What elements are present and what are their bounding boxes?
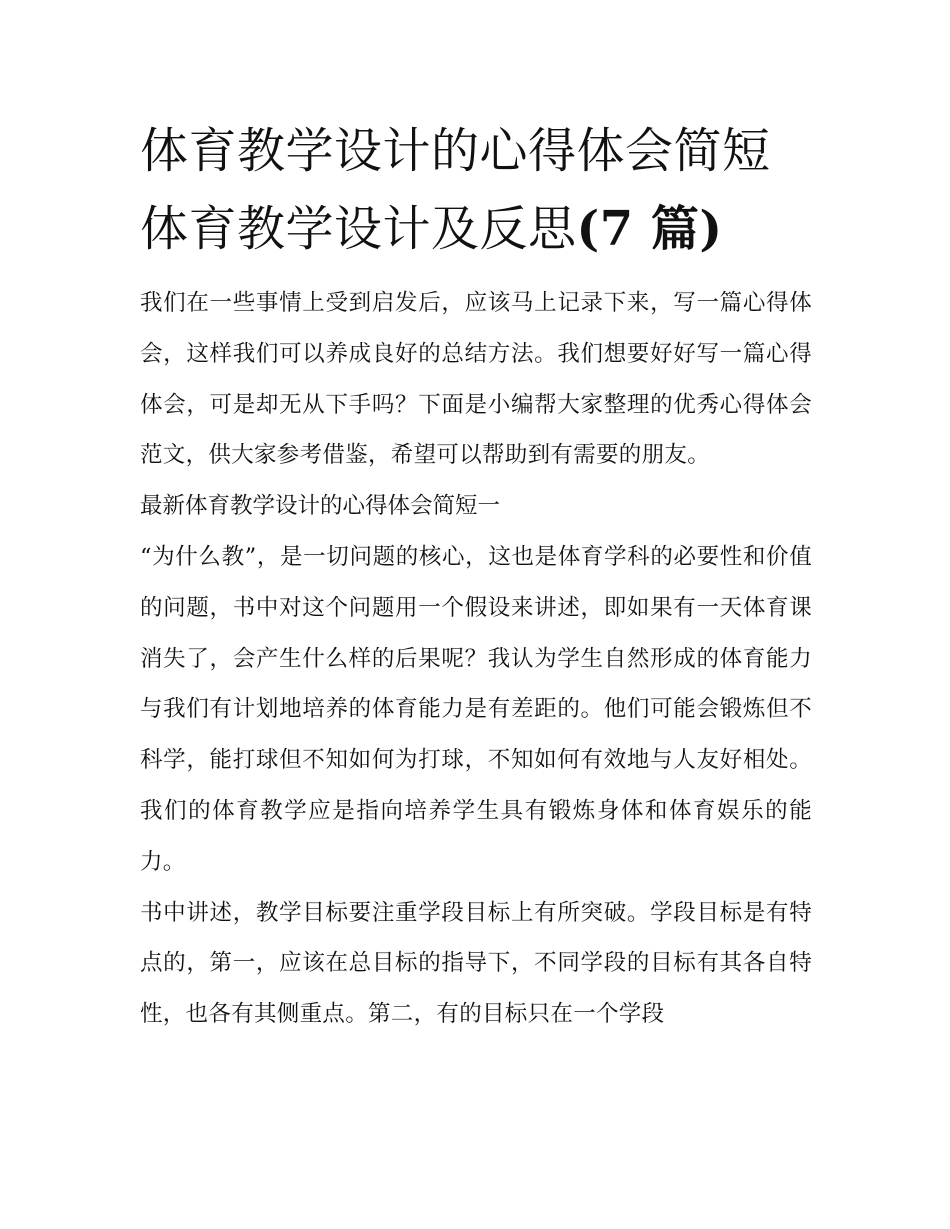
title-line-2 — [140, 190, 812, 268]
section-heading: 最新体育教学设计的心得体会简短一 — [140, 493, 501, 520]
document-page — [140, 112, 812, 1040]
body-paragraph-2: 书中讲述，教学目标要注重学段目标上有所突破。学段目标是有特点的，第一，应该在总目标的指导下，不同学段的目标有其各自特性，也各有其侧重点。第二，有的目标只在一个学段 — [140, 899, 812, 1028]
title-line-1: 体育教学设计的心得体会简短 — [140, 123, 771, 179]
title-line-2-suffix: (7 篇) — [576, 201, 723, 257]
title-line-2-text: 体育教学设计及反思 — [140, 201, 577, 257]
intro-paragraph: 我们在一些事情上受到启发后，应该马上记录下来，写一篇心得体会，这样我们可以养成良好的总结方法。我们想要好好写一篇心得体会，可是却无从下手吗？下面是小编帮大家整理的优秀心得体会范文，供大家参考借鉴，希望可以帮助到有需要的朋友。 — [140, 290, 812, 469]
body-paragraph-1: “为什么教”，是一切问题的核心，这也是体育学科的必要性和价值的问题，书中对这个问题用一个假设来讲述，即如果有一天体育课消失了，会产生什么样的后果呢？我认为学生自然形成的体育能力与我们有计划地培养的体育能力是有差距的。他们可能会锻炼但不科学，能打球但不知如何为打球，不知如何有效地与人友好相处。我们的体育教学应是指向培养学生具有锻炼身体和体育娱乐的能力。 — [140, 543, 812, 875]
document-body — [140, 278, 812, 1040]
document-title — [140, 112, 812, 268]
